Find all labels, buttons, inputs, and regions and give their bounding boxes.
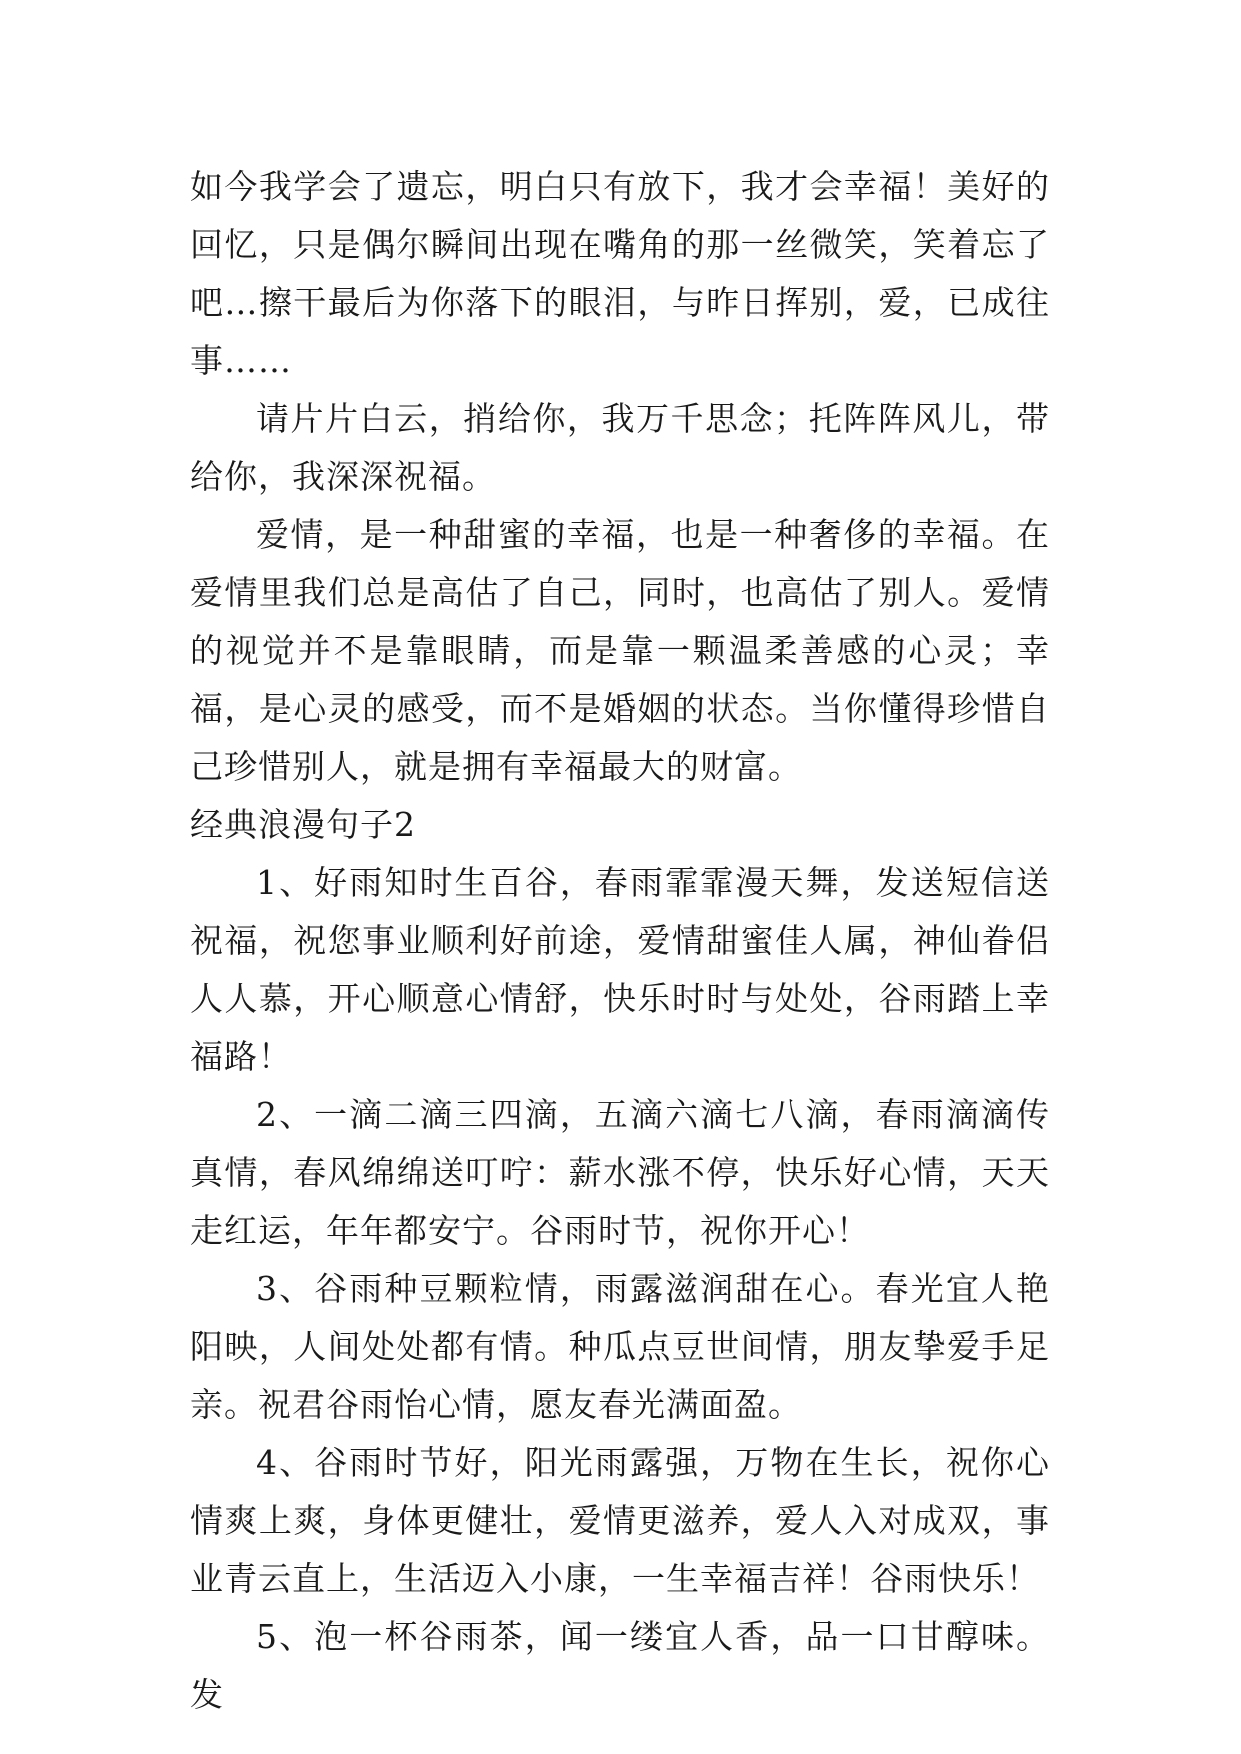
document-body — [190, 158, 1050, 1724]
paragraph-clouds: 请片片白云，捎给你，我万千思念；托阵阵风儿，带给你，我深深祝福。 — [190, 399, 1050, 496]
list-item-2: 2、一滴二滴三四滴，五滴六滴七八滴，春雨滴滴传真情，春风绵绵送叮咛：薪水涨不停，快乐好心情，天天走红运，年年都安宁。谷雨时节，祝你开心！ — [190, 1095, 1050, 1250]
list-item-1: 1、好雨知时生百谷，春雨霏霏漫天舞，发送短信送祝福，祝您事业顺利好前途，爱情甜蜜佳人属，神仙眷侣人人慕，开心顺意心情舒，快乐时时与处处，谷雨踏上幸福路！ — [190, 863, 1050, 1076]
paragraph-love: 爱情，是一种甜蜜的幸福，也是一种奢侈的幸福。在爱情里我们总是高估了自己，同时，也高估了别人。爱情的视觉并不是靠眼睛，而是靠一颗温柔善感的心灵；幸福，是心灵的感受，而不是婚姻的状态。当你懂得珍惜自己珍惜别人，就是拥有幸福最大的财富。 — [190, 515, 1050, 786]
section-title: 经典浪漫句子2 — [190, 805, 416, 844]
paragraph-forget: 如今我学会了遗忘，明白只有放下，我才会幸福！美好的回忆，只是偶尔瞬间出现在嘴角的那一丝微笑，笑着忘了吧…擦干最后为你落下的眼泪，与昨日挥别，爱，已成往事…… — [190, 167, 1050, 380]
list-item-5: 5、泡一杯谷雨茶，闻一缕宜人香，品一口甘醇味。发 — [190, 1617, 1050, 1714]
list-item-3: 3、谷雨种豆颗粒情，雨露滋润甜在心。春光宜人艳阳映，人间处处都有情。种瓜点豆世间情，朋友挚爱手足亲。祝君谷雨怡心情，愿友春光满面盈。 — [190, 1269, 1050, 1424]
list-item-4: 4、谷雨时节好，阳光雨露强，万物在生长，祝你心情爽上爽，身体更健壮，爱情更滋养，爱人入对成双，事业青云直上，生活迈入小康，一生幸福吉祥！谷雨快乐！ — [190, 1443, 1050, 1598]
